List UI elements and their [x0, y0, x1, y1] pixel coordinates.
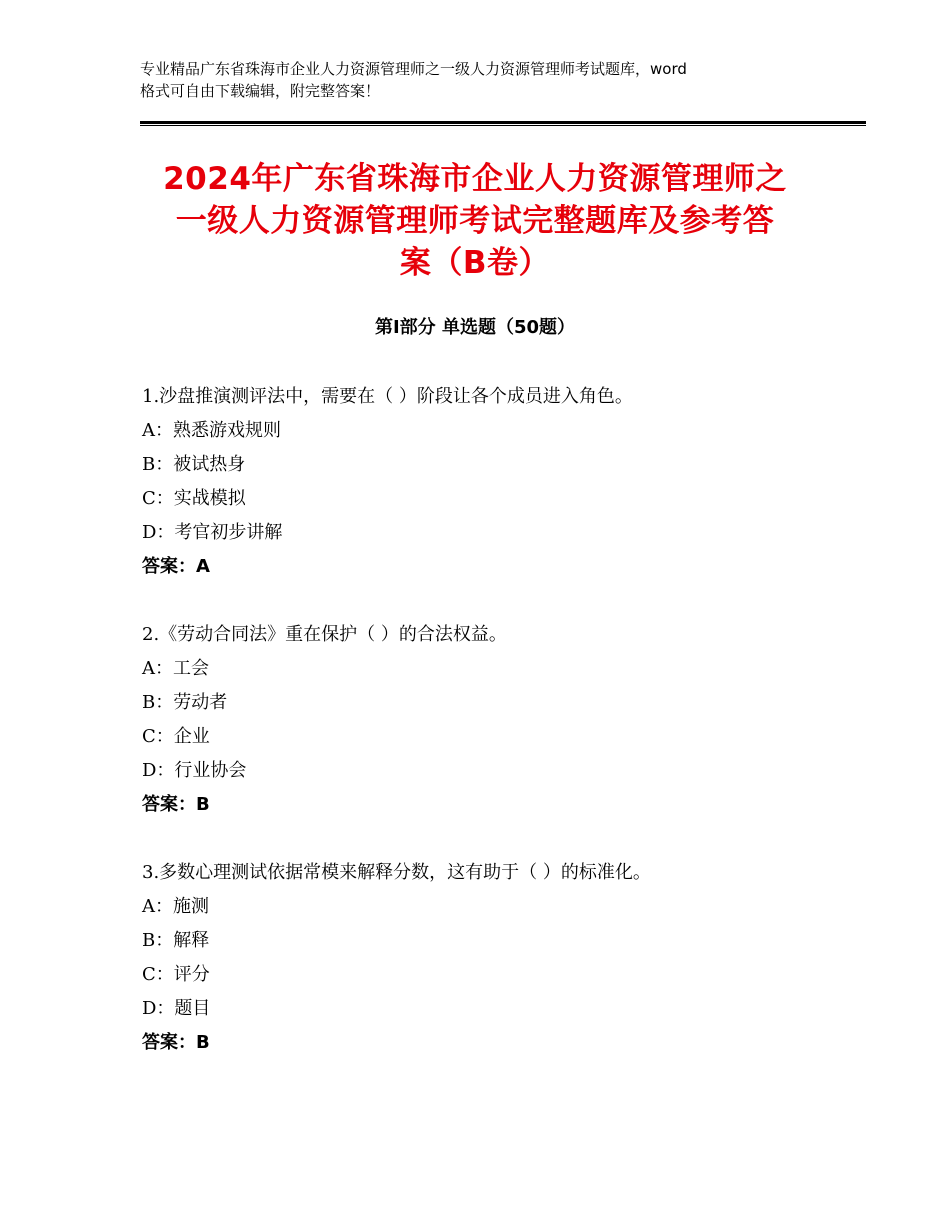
section-heading: 第Ⅰ部分 单选题（50题） — [374, 317, 575, 338]
header-note-line-2: 格式可自由下载编辑，附完整答案！ — [140, 82, 381, 100]
header-divider — [140, 121, 866, 126]
answer-label: 答案：A — [142, 556, 210, 577]
header-note — [140, 58, 830, 102]
question-list — [142, 380, 842, 1094]
document-title-line-3: 案（B卷） — [399, 245, 551, 281]
option-c: C：实战模拟 — [142, 488, 246, 509]
document-title — [130, 158, 820, 284]
option-c: C：企业 — [142, 726, 210, 747]
option-a: A：施测 — [142, 896, 209, 917]
document-title-line-2: 一级人力资源管理师考试完整题库及参考答 — [175, 203, 775, 239]
option-a: A：熟悉游戏规则 — [142, 420, 281, 441]
option-c: C：评分 — [142, 964, 210, 985]
question-stem: 3.多数心理测试依据常模来解释分数，这有助于（ ）的标准化。 — [142, 862, 651, 883]
answer-label: 答案：B — [142, 1032, 210, 1053]
question-2 — [142, 618, 842, 822]
question-1 — [142, 380, 842, 584]
question-stem: 1.沙盘推演测评法中，需要在（ ）阶段让各个成员进入角色。 — [142, 386, 633, 407]
option-d: D：考官初步讲解 — [142, 522, 283, 543]
option-b: B：劳动者 — [142, 692, 228, 713]
option-a: A：工会 — [142, 658, 209, 679]
option-d: D：题目 — [142, 998, 211, 1019]
answer-label: 答案：B — [142, 794, 210, 815]
option-d: D：行业协会 — [142, 760, 247, 781]
question-stem: 2.《劳动合同法》重在保护（ ）的合法权益。 — [142, 624, 507, 645]
question-3 — [142, 856, 842, 1060]
document-title-line-1: 2024年广东省珠海市企业人力资源管理师之 — [163, 161, 787, 197]
option-b: B：被试热身 — [142, 454, 246, 475]
option-b: B：解释 — [142, 930, 210, 951]
header-note-line-1: 专业精品广东省珠海市企业人力资源管理师之一级人力资源管理师考试题库，word — [140, 60, 687, 78]
